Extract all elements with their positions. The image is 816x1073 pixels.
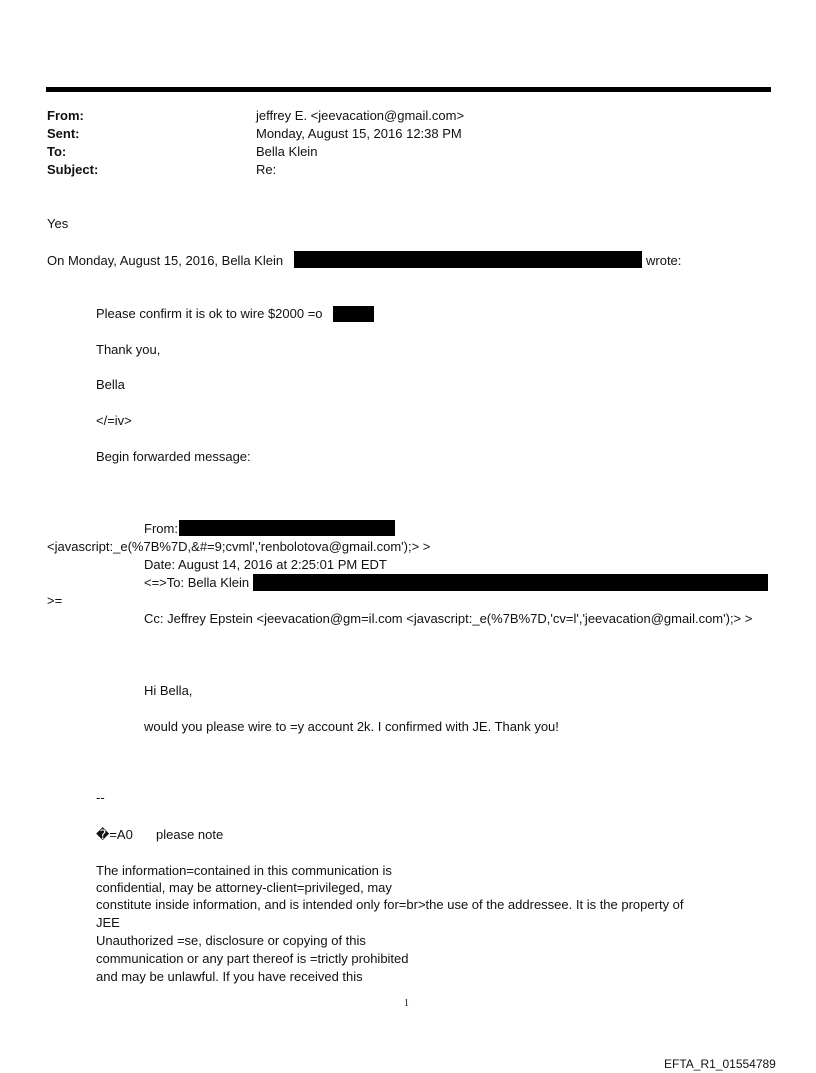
subject-value: Re: [256,162,277,177]
disclaimer-line: constitute inside information, and is intended only for=br>the use of the addressee. It is the property of [96,897,684,912]
sent-label: Sent: [47,126,80,141]
signature-dashes: -- [96,790,105,805]
page-number: 1 [404,998,409,1009]
disclaimer-line: and may be unlawful. If you have received this [96,969,363,984]
thanks-text: Thank you, [96,342,161,357]
to-label: To: [47,144,67,159]
redaction-box [333,306,374,322]
disclaimer-line: JEE [96,915,120,930]
to-value: Bella Klein [256,144,318,159]
confirm-text: Please confirm it is ok to wire $2000 =o [96,306,323,321]
forward-header: Begin forwarded message: [96,449,251,464]
quote-wrote: wrote: [646,253,682,268]
sent-value: Monday, August 15, 2016 12:38 PM [256,126,462,141]
disclaimer-line: communication or any part thereof is =trictly prohibited [96,951,409,966]
disclaimer-line: confidential, may be attorney-client=privileged, may [96,880,392,895]
note-text: please note [156,827,224,842]
redaction-box [294,251,642,268]
signoff-text: Bella [96,377,125,392]
forwarded-greeting: Hi Bella, [144,683,193,698]
redaction-box [179,520,395,536]
forwarded-message: would you please wire to =y account 2k. I confirmed with JE. Thank you! [144,719,559,734]
from-value: jeffrey E. <jeevacation@gmail.com> [256,108,465,123]
note-prefix: �=A0 [96,827,133,842]
div-tag-text: </=iv> [96,413,132,428]
forwarded-from-js: <javascript:_e(%7B%7D,&#=9;cvml','renbolotova@gmail.com');> > [47,539,431,554]
document-id: EFTA_R1_01554789 [664,1057,776,1071]
quote-intro: On Monday, August 15, 2016, Bella Klein [47,253,284,268]
forwarded-date: Date: August 14, 2016 at 2:25:01 PM EDT [144,557,387,572]
subject-label: Subject: [47,162,99,177]
forwarded-cc: Cc: Jeffrey Epstein <jeevacation@gm=il.com <javascript:_e(%7B%7D,'cv=l','jeevacation@gmail.com');> > [144,611,753,626]
disclaimer-line: The information=contained in this communication is [96,863,392,878]
forwarded-to: <=>To: Bella Klein [144,575,250,590]
disclaimer-line: Unauthorized =se, disclosure or copying of this [96,933,366,948]
from-label: From: [47,108,84,123]
header-rule [46,87,771,92]
reply-text: Yes [47,216,69,231]
forwarded-to-tail: >= [47,593,63,608]
redaction-box [253,574,768,591]
forwarded-from-label: From: [144,521,178,536]
